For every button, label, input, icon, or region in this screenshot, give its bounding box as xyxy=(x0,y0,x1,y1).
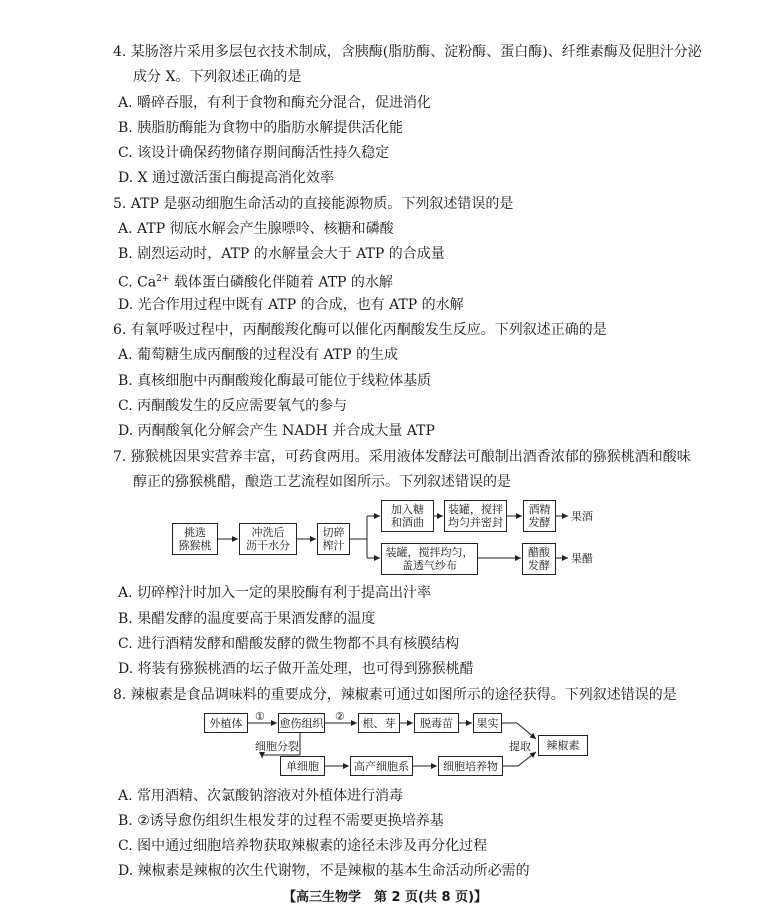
q5-option-c-sup: 2+ xyxy=(156,274,170,284)
q6-stem: 6. 有氧呼吸过程中，丙酮酸羧化酶可以催化丙酮酸发生反应。下列叙述正确的是 xyxy=(113,322,607,338)
q4-stem-line2: 成分 X。下列叙述正确的是 xyxy=(133,69,302,85)
q5-option-a: A. ATP 彻底水解会产生腺嘌呤、核糖和磷酸 xyxy=(118,221,394,237)
q6-option-c: C. 丙酮酸发生的反应需要氧气的参与 xyxy=(118,398,348,414)
q7-option-a: A. 切碎榨汁时加入一定的果胶酶有利于提高出汁率 xyxy=(118,585,432,601)
q7-box-chop-juice-l1: 切碎 xyxy=(322,526,345,539)
q8-node-cell-culture: 细胞培养物 xyxy=(438,756,503,776)
q7-box-add-sugar-yeast-l2: 和酒曲 xyxy=(391,516,424,529)
q4-option-b: B. 胰脂肪酶能为食物中的脂肪水解提供活化能 xyxy=(118,120,404,136)
q5-option-c-post: 载体蛋白磷酸化伴随着 ATP 的水解 xyxy=(169,274,393,291)
q5-stem: 5. ATP 是驱动细胞生命活动的直接能源物质。下列叙述错误的是 xyxy=(113,196,514,212)
q7-box-add-sugar-yeast-l1: 加入糖 xyxy=(391,503,424,516)
q7-box-acetic-ferment-l1: 醋酸 xyxy=(528,546,550,559)
q7-option-b: B. 果醋发酵的温度要高于果酒发酵的温度 xyxy=(118,611,376,627)
q8-step-2: ② xyxy=(335,710,345,723)
q7-box-chop-juice-l2: 榨汁 xyxy=(322,539,345,552)
q8-label-extract: 提取 xyxy=(509,740,531,753)
q7-box-select-kiwi-l2: 猕猴桃 xyxy=(178,539,212,552)
q7-box-seal-tank-l1: 装罐，搅拌 xyxy=(448,503,503,516)
q8-option-c: C. 图中通过细胞培养物获取辣椒素的途径未涉及再分化过程 xyxy=(118,838,488,854)
q7-box-wash-drain-l1: 冲洗后 xyxy=(251,526,285,539)
q7-stem-line1: 7. 猕猴桃因果实营养丰富，可药食两用。采用液体发酵法可酿制出酒香浓郁的猕猴桃酒和酸味 xyxy=(113,449,691,465)
q8-step-1: ① xyxy=(255,710,265,723)
q8-node-high-yield-line: 高产细胞系 xyxy=(350,756,413,776)
q5-option-c-pre: C. Ca xyxy=(118,274,157,291)
q7-stem-line2: 醇正的猕猴桃醋，酿造工艺流程如图所示。下列叙述错误的是 xyxy=(133,474,511,490)
q6-option-d: D. 丙酮酸氧化分解会产生 NADH 并合成大量 ATP xyxy=(118,423,435,439)
q8-node-root-bud: 根、芽 xyxy=(358,713,400,733)
q8-node-explant: 外植体 xyxy=(204,713,248,733)
q8-option-b: B. ②诱导愈伤组织生根发芽的过程不需要更换培养基 xyxy=(118,813,444,829)
q6-option-a: A. 葡萄糖生成丙酮酸的过程没有 ATP 的生成 xyxy=(118,347,399,363)
page-footer: 【高三生物学 第 2 页(共 8 页)】 xyxy=(282,890,488,905)
q7-box-gauze-tank-l1: 装罐，搅拌均匀， xyxy=(385,546,474,559)
q7-box-wash-drain-l2: 沥干水分 xyxy=(246,539,290,552)
q8-label-cell-division: 细胞分裂 xyxy=(255,740,299,753)
q7-box-alcohol-ferment-l2: 发酵 xyxy=(528,516,551,529)
q7-option-d: D. 将装有猕猴桃酒的坛子做开盖处理，也可得到猕猴桃醋 xyxy=(118,661,474,677)
q5-option-b: B. 剧烈运动时，ATP 的水解量会大于 ATP 的合成量 xyxy=(118,246,445,262)
q8-option-a: A. 常用酒精、次氯酸钠溶液对外植体进行消毒 xyxy=(118,788,404,804)
q8-node-single-cell: 单细胞 xyxy=(280,756,325,776)
q8-node-fruit: 果实 xyxy=(473,713,502,733)
q4-option-d: D. X 通过激活蛋白酶提高消化效率 xyxy=(118,170,335,186)
q7-box-seal-tank-l2: 均匀并密封 xyxy=(448,516,503,529)
q7-option-c: C. 进行酒精发酵和醋酸发酵的微生物都不具有核膜结构 xyxy=(118,636,460,652)
q7-output-wine: 果酒 xyxy=(571,510,593,523)
q4-stem-line1: 4. 某肠溶片采用多层包衣技术制成，含胰酶(脂肪酶、淀粉酶、蛋白酶)、纤维素酶及促胆汁分泌 xyxy=(113,44,702,60)
q8-option-d: D. 辣椒素是辣椒的次生代谢物，不是辣椒的基本生命活动所必需的 xyxy=(118,863,530,879)
q8-node-capsaicin: 辣椒素 xyxy=(538,735,588,756)
q7-output-vinegar: 果醋 xyxy=(571,552,593,565)
q4-option-c: C. 该设计确保药物储存期间酶活性持久稳定 xyxy=(118,145,390,161)
q4-option-a: A. 嚼碎吞服，有利于食物和酶充分混合，促进消化 xyxy=(118,95,432,111)
q7-box-gauze-tank-l2: 盖透气纱布 xyxy=(402,559,457,572)
q6-option-b: B. 真核细胞中丙酮酸羧化酶最可能位于线粒体基质 xyxy=(118,373,432,389)
q5-option-d: D. 光合作用过程中既有 ATP 的合成，也有 ATP 的水解 xyxy=(118,297,464,313)
q7-box-select-kiwi-l1: 挑选 xyxy=(184,526,206,539)
q7-box-acetic-ferment-l2: 发酵 xyxy=(528,559,550,572)
q7-box-alcohol-ferment-l1: 酒精 xyxy=(528,503,551,516)
q8-stem: 8. 辣椒素是食品调味料的重要成分，辣椒素可通过如图所示的途径获得。下列叙述错误的是 xyxy=(113,687,677,703)
q8-node-virus-free: 脱毒苗 xyxy=(414,713,459,733)
q8-node-callus: 愈伤组织 xyxy=(278,713,325,733)
